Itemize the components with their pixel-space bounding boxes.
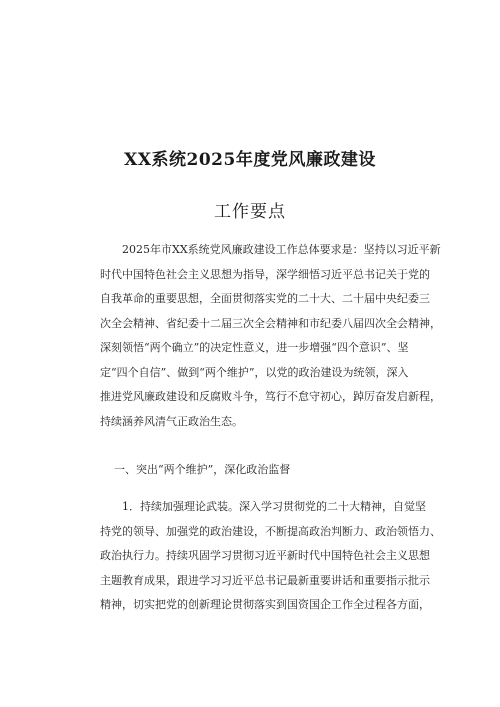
item-line: 主题教育成果，跟进学习习近平总书记最新重要讲话和重要指示批示 [100, 573, 430, 587]
item-line: 1．持续加强理论武装。深入学习贯彻党的二十大精神，自觉坚 [122, 500, 426, 513]
item-line: 精神，切实把党的创新理论贯彻落实到国资国企工作全过程各方面， [100, 598, 430, 611]
intro-line: 2025年市XX系统党风廉政建设工作总体要求是：坚持以习近平新 [122, 243, 441, 256]
intro-line: 自我革命的重要思想，全面贯彻落实党的二十大、二十届中央纪委三 [100, 292, 430, 305]
item-line: 政治执行力。持续巩固学习贯彻习近平新时代中国特色社会主义思想 [100, 549, 430, 562]
intro-line: 时代中国特色社会主义思想为指导，深学细悟习近平总书记关于党的 [100, 267, 430, 281]
intro-line: 深刻领悟“两个确立”的决定性意义，进一步增强“四个意识”、坚 [100, 341, 409, 354]
intro-line: 持续涵养风清气正政治生态。 [100, 414, 243, 428]
section-heading-1: 一、突出“两个维护”，深化政治监督 [114, 463, 291, 476]
intro-line: 推进党风廉政建设和反腐败斗争，笃行不怠守初心，踔厉奋发启新程， [100, 390, 441, 403]
item-1-paragraph [100, 495, 441, 618]
document-title-line1: XX系统2025年度党风廉政建设 [124, 150, 376, 170]
intro-line: 定“四个自信”、做到“两个维护”，以党的政治建设为统领，深入 [100, 365, 409, 379]
intro-line: 次全会精神、省纪委十二届三次全会精神和市纪委八届四次全会精神， [100, 316, 441, 330]
item-line: 持党的领导、加强党的政治建设，不断提高政治判断力、政治领悟力、 [100, 524, 441, 538]
document-title-line2: 工作要点 [214, 202, 286, 222]
intro-paragraph [100, 238, 441, 434]
